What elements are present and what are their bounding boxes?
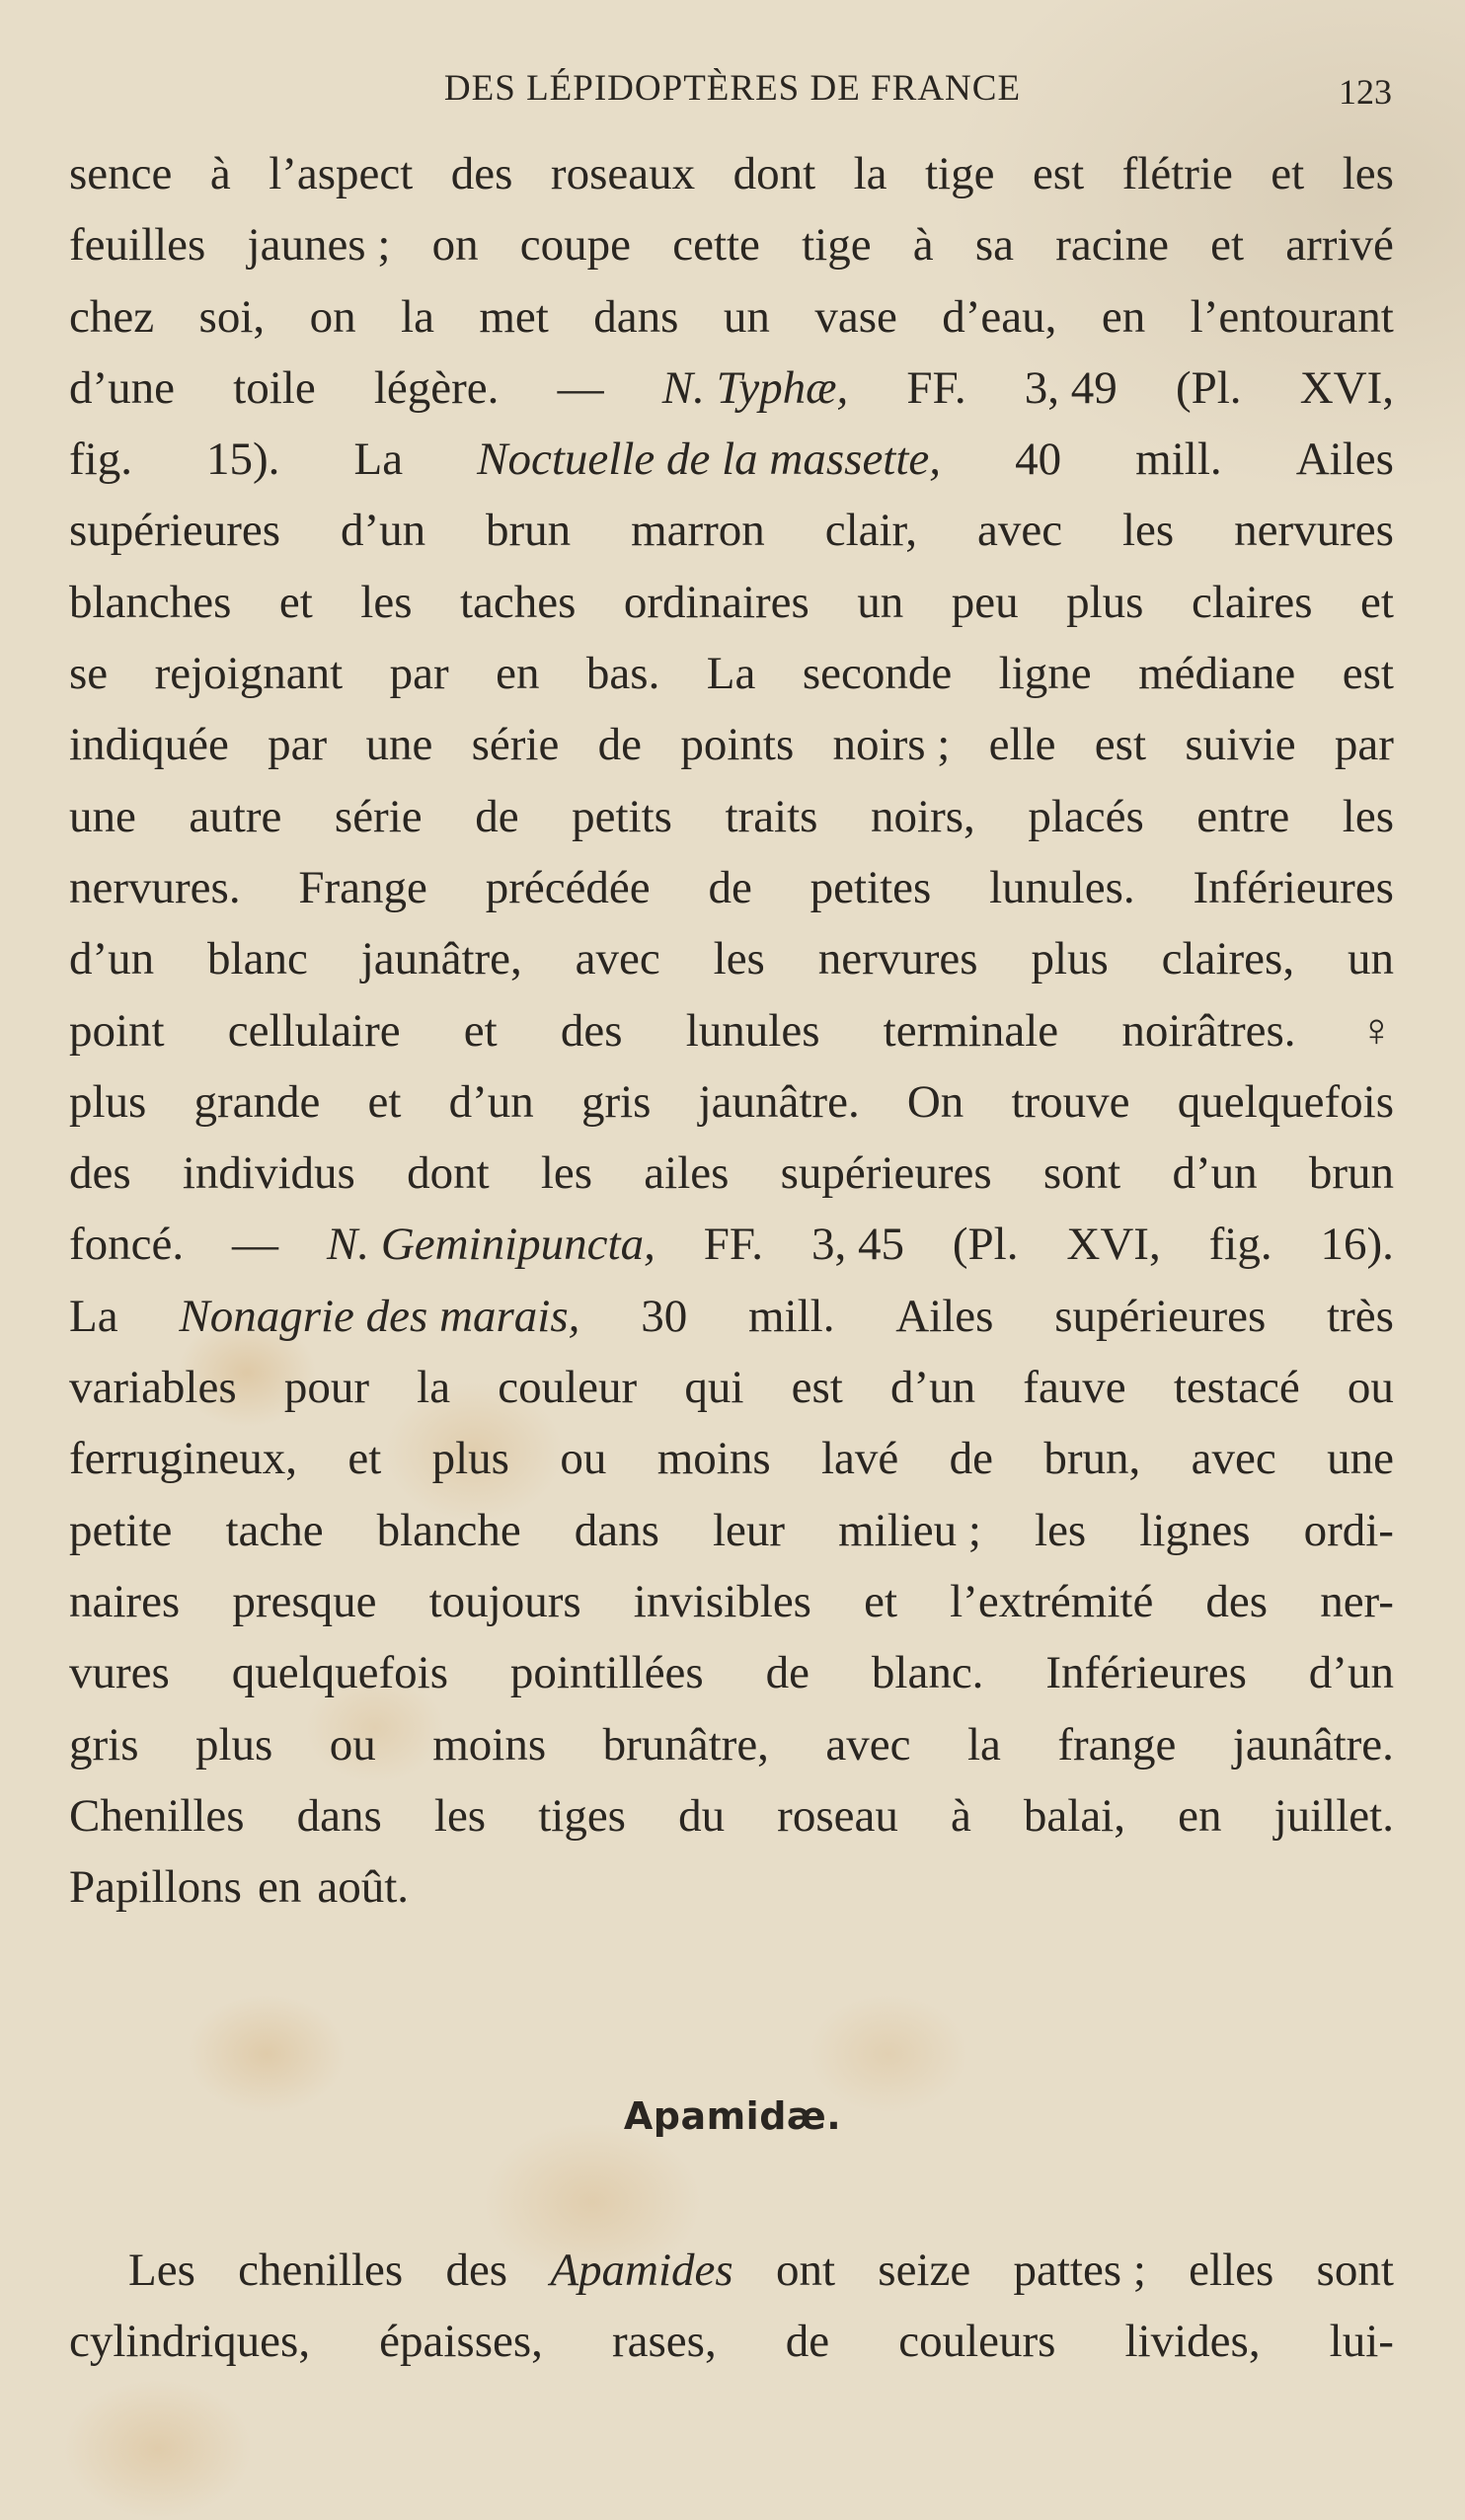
word: arrivé [1285, 219, 1394, 272]
word: les [713, 933, 765, 985]
word: en [257, 1861, 302, 1914]
word: cylindriques, [69, 2316, 311, 2368]
word: moins [432, 1718, 547, 1771]
word: met [479, 290, 549, 343]
word: fig. [69, 433, 132, 486]
page-header [59, 67, 1406, 117]
word: Inférieures [1045, 1647, 1247, 1699]
word: pattes ; [1013, 2244, 1146, 2296]
word: supérieures [780, 1147, 992, 1200]
word: une [1327, 1433, 1394, 1485]
word: les [1121, 505, 1175, 557]
word: coupe [519, 219, 632, 272]
word: XVI, [1066, 1219, 1161, 1271]
word: série [471, 719, 560, 771]
word: épaisses, [379, 2316, 543, 2368]
word: nervures. [69, 861, 241, 913]
word: blanche [376, 1504, 521, 1556]
word: la [966, 1718, 1001, 1771]
word: claires [1191, 576, 1313, 628]
word: tiges [538, 1789, 626, 1842]
word: blanches [69, 576, 232, 628]
word: clair, [824, 505, 918, 557]
word: août. [317, 1861, 410, 1914]
word: noirâtres. [1121, 1004, 1296, 1057]
word: FF. [703, 1219, 764, 1271]
word: chenilles [238, 2244, 404, 2296]
word: ordinaires [623, 576, 810, 628]
word: à [950, 1789, 971, 1842]
word: 3, 45 [810, 1219, 904, 1271]
word: elles [1189, 2244, 1274, 2296]
running-head: DES LÉPIDOPTÈRES DE FRANCE [443, 68, 1022, 109]
word: d’un [448, 1075, 534, 1128]
word: gris [580, 1075, 652, 1128]
word: supérieures [1054, 1290, 1267, 1342]
word: leur [712, 1504, 786, 1556]
word: brun, [1043, 1433, 1141, 1485]
word: ou [1347, 1362, 1394, 1414]
word: d’un [889, 1362, 976, 1414]
word: qui [684, 1362, 744, 1414]
word: vures [69, 1647, 170, 1699]
word: la [401, 290, 434, 343]
word: couleur [498, 1362, 638, 1414]
text-line [69, 781, 1394, 852]
word: blanc. [871, 1647, 984, 1699]
word: et [1210, 219, 1245, 272]
word: les [1035, 1504, 1087, 1556]
word: blanc [207, 933, 308, 985]
word: et [347, 1433, 382, 1485]
word: avec [976, 505, 1063, 557]
text-line [69, 281, 1394, 353]
word: et [278, 576, 313, 628]
word: quelquefois [1177, 1075, 1394, 1128]
word: supérieures [69, 505, 281, 557]
word: terminale [883, 1004, 1059, 1057]
text-line [69, 1780, 1394, 1851]
word: d’eau, [942, 290, 1057, 343]
word: tige [802, 219, 872, 272]
text-line [69, 1566, 1394, 1637]
text-line [69, 1138, 1394, 1209]
word: 30 [641, 1290, 688, 1342]
word: d’un [69, 933, 155, 985]
text-line [69, 567, 1394, 638]
word: de [475, 790, 519, 842]
word: on [431, 219, 479, 272]
word: plus [431, 1433, 509, 1485]
word: sa [974, 219, 1014, 272]
word: dont [407, 1147, 490, 1200]
word: Ailes [895, 1290, 994, 1342]
word: dans [593, 290, 679, 343]
word: suivie [1185, 719, 1296, 771]
word: — [557, 361, 604, 414]
word: un [723, 290, 770, 343]
word: du [678, 1789, 726, 1842]
word: lunules [685, 1004, 820, 1057]
word: précédée [485, 861, 651, 913]
word: ♀ [1358, 1004, 1394, 1057]
word: médiane [1138, 648, 1296, 700]
word: lui- [1329, 2316, 1394, 2368]
word: 3, 49 [1024, 361, 1118, 414]
word: avec [825, 1718, 911, 1771]
word: racine [1055, 219, 1169, 272]
word: et [463, 1004, 498, 1057]
text-line [69, 1066, 1394, 1138]
word: La [706, 648, 756, 700]
word: en [496, 648, 540, 700]
word: Chenilles [69, 1789, 245, 1842]
word: juillet. [1273, 1789, 1394, 1842]
word: bas. [585, 648, 660, 700]
word: fauve [1023, 1362, 1126, 1414]
word: avec [1191, 1433, 1276, 1485]
word: ordi- [1303, 1504, 1394, 1556]
text-line [69, 1709, 1394, 1780]
text-line [69, 2235, 1394, 2306]
word: des [560, 1004, 623, 1057]
word: placés [1028, 790, 1144, 842]
word: mill. [1135, 433, 1222, 486]
word: claires, [1161, 933, 1295, 985]
word: lunules. [989, 861, 1135, 913]
word: pointillées [509, 1647, 704, 1699]
word: N. Geminipuncta, [326, 1219, 655, 1271]
word: 15). [206, 433, 280, 486]
text-line [69, 495, 1394, 566]
word: et [367, 1075, 402, 1128]
word: ou [560, 1433, 607, 1485]
page-number: 123 [1339, 72, 1392, 112]
word: — [232, 1219, 279, 1271]
word: toile [233, 361, 316, 414]
text-line [69, 638, 1394, 709]
word: feuilles [69, 219, 206, 272]
word: roseau [777, 1789, 898, 1842]
word: chez [69, 290, 155, 343]
word: petite [69, 1504, 173, 1556]
word: des [445, 2244, 508, 2296]
word: brunâtre, [602, 1718, 769, 1771]
word: d’un [1308, 1647, 1394, 1699]
word: jaunâtre, [360, 933, 522, 985]
word: Les [128, 2244, 195, 2296]
word: dans [296, 1789, 382, 1842]
word: est [1032, 148, 1085, 199]
word: les [1342, 148, 1394, 199]
word: petites [810, 861, 932, 913]
word: La [69, 1290, 118, 1342]
text-line [69, 923, 1394, 994]
word: seconde [802, 648, 953, 700]
word: 16). [1320, 1219, 1394, 1271]
word: jaunâtre. [698, 1075, 860, 1128]
word: livides, [1124, 2316, 1261, 2368]
word: de [765, 1647, 810, 1699]
word: des [1205, 1575, 1269, 1627]
word: cette [672, 219, 760, 272]
word: de [708, 861, 752, 913]
word: points [680, 719, 795, 771]
word: fig. [1208, 1219, 1272, 1271]
word: par [389, 648, 449, 700]
word: toujours [428, 1575, 581, 1627]
word: les [360, 576, 413, 628]
text-line [69, 852, 1394, 923]
text-line [69, 709, 1394, 780]
word: à [912, 219, 934, 272]
word: quelquefois [231, 1647, 448, 1699]
word: On [906, 1075, 964, 1128]
word: noirs ; [832, 719, 951, 771]
word: plus [1031, 933, 1109, 985]
word: légère. [373, 361, 500, 414]
word: traits [725, 790, 818, 842]
text-line [69, 138, 1394, 209]
word: noirs, [871, 790, 975, 842]
word: nervures [1234, 505, 1394, 557]
word: cellulaire [227, 1004, 401, 1057]
word: en [1178, 1789, 1222, 1842]
word: moins [656, 1433, 771, 1485]
word: plus [194, 1718, 273, 1771]
text-line [69, 1423, 1394, 1494]
word: taches [459, 576, 577, 628]
word: jaunâtre. [1232, 1718, 1394, 1771]
word: lignes [1139, 1504, 1251, 1556]
word: en [1101, 290, 1146, 343]
word: et [1360, 576, 1394, 628]
word: les [433, 1789, 487, 1842]
word: milieu ; [838, 1504, 981, 1556]
word: brun [1308, 1147, 1394, 1200]
word: invisibles [633, 1575, 811, 1627]
word: flétrie [1121, 148, 1233, 199]
word: se [69, 648, 109, 700]
word: marron [631, 505, 765, 557]
paragraph-noctuelles [69, 138, 1394, 1923]
word: Frange [298, 861, 427, 913]
word: tige [924, 148, 995, 199]
word: l’aspect [269, 148, 414, 199]
word: ligne [998, 648, 1092, 700]
text-line [69, 353, 1394, 424]
word: seize [878, 2244, 971, 2296]
word: ner- [1320, 1575, 1394, 1627]
word: (Pl. [952, 1219, 1019, 1271]
word: de [785, 2316, 830, 2368]
word: d’une [69, 361, 176, 414]
word: ont [775, 2244, 836, 2296]
word: Ailes [1295, 433, 1394, 486]
word: naires [69, 1575, 181, 1627]
word: des [69, 1147, 131, 1200]
word: entre [1196, 790, 1290, 842]
word: grande [193, 1075, 321, 1128]
word: sence [69, 148, 173, 199]
word: FF. [906, 361, 966, 414]
word: rases, [611, 2316, 717, 2368]
word: 40 [1015, 433, 1062, 486]
word: de [949, 1433, 993, 1485]
word: très [1327, 1290, 1394, 1342]
word: individus [182, 1147, 355, 1200]
word: des [450, 148, 513, 199]
text-line [69, 1281, 1394, 1352]
word: (Pl. [1175, 361, 1242, 414]
word: frange [1057, 1718, 1177, 1771]
word: variables [69, 1362, 237, 1414]
word: ferrugineux, [69, 1433, 297, 1485]
word: brun [486, 505, 572, 557]
word: La [353, 433, 404, 486]
word: d’un [1172, 1147, 1258, 1200]
word: avec [575, 933, 660, 985]
word: la [853, 148, 887, 199]
word: plus [69, 1075, 147, 1128]
text-line [69, 2306, 1394, 2377]
text-line [69, 209, 1394, 280]
word: tache [225, 1504, 324, 1556]
word: la [417, 1362, 451, 1414]
word: elle [988, 719, 1056, 771]
word: foncé. [69, 1219, 185, 1271]
paragraph-apamides [69, 2235, 1394, 2378]
word: lavé [820, 1433, 899, 1485]
word: l’extrémité [950, 1575, 1154, 1627]
word: trouve [1011, 1075, 1130, 1128]
word: d’un [340, 505, 426, 557]
word: série [334, 790, 423, 842]
word: indiquée [69, 719, 229, 771]
word: par [1334, 719, 1394, 771]
word: point [69, 1004, 165, 1057]
word: balai, [1023, 1789, 1125, 1842]
word: Inférieures [1193, 861, 1394, 913]
word: roseaux [550, 148, 696, 199]
word: est [1094, 719, 1147, 771]
word: Papillons [69, 1861, 242, 1914]
text-line [69, 1495, 1394, 1566]
word: ailes [644, 1147, 730, 1200]
word: Apamides [550, 2244, 733, 2296]
word: gris [69, 1718, 139, 1771]
word: est [1342, 648, 1394, 700]
word: l’entourant [1190, 290, 1394, 343]
word: sont [1316, 2244, 1394, 2296]
word: dans [574, 1504, 659, 1556]
word: un [1347, 933, 1394, 985]
word: plus [1066, 576, 1144, 628]
text-line [69, 1851, 1394, 1923]
word: à [209, 148, 231, 199]
word: ou [329, 1718, 376, 1771]
word: Noctuelle de la massette, [477, 433, 942, 486]
word: couleurs [898, 2316, 1056, 2368]
text-line [69, 424, 1394, 495]
word: les [1342, 790, 1394, 842]
word: les [540, 1147, 593, 1200]
word: Nonagrie des marais, [179, 1290, 580, 1342]
word: sont [1042, 1147, 1121, 1200]
word: nervures [817, 933, 978, 985]
word: on [309, 290, 356, 343]
word: dont [732, 148, 816, 199]
word: autre [189, 790, 282, 842]
text-line [69, 1352, 1394, 1423]
word: petits [572, 790, 672, 842]
word: est [791, 1362, 843, 1414]
word: pour [283, 1362, 369, 1414]
section-heading: Apamidæ. [623, 2094, 842, 2138]
word: presque [232, 1575, 377, 1627]
word: N. Typhæ, [661, 361, 849, 414]
word: et [864, 1575, 898, 1627]
word: un [857, 576, 904, 628]
word: jaunes ; [247, 219, 391, 272]
word: une [365, 719, 433, 771]
word: une [69, 790, 136, 842]
text-line [69, 1209, 1394, 1280]
word: soi, [198, 290, 266, 343]
word: et [1271, 148, 1305, 199]
word: XVI, [1299, 361, 1394, 414]
word: mill. [747, 1290, 835, 1342]
word: testacé [1173, 1362, 1300, 1414]
text-line [69, 1637, 1394, 1708]
word: par [268, 719, 328, 771]
text-line [69, 995, 1394, 1066]
word: vase [814, 290, 897, 343]
word: peu [951, 576, 1019, 628]
word: de [597, 719, 643, 771]
word: rejoignant [154, 648, 344, 700]
